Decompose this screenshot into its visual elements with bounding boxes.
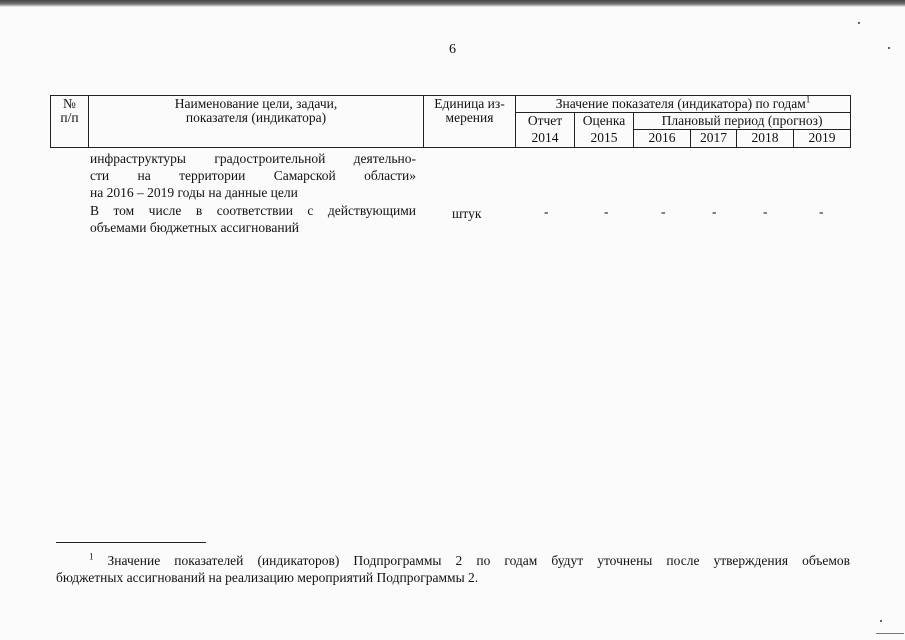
header-name-line2: показателя (индикатора): [185, 110, 327, 126]
value-2015: -: [604, 204, 609, 219]
scan-mark: [876, 633, 904, 634]
value-2017: -: [712, 204, 717, 219]
indicator-unit: штук: [452, 206, 482, 221]
header-planned-cell: [634, 113, 851, 130]
header-year-2019: 2019: [794, 130, 851, 147]
scan-speck: [880, 620, 882, 622]
header-year-2014: 2014: [516, 130, 575, 147]
header-estimate: Оценка: [582, 113, 626, 129]
item-line-2: объемами бюджетных ассигнований: [90, 220, 300, 235]
scan-speck: [858, 22, 860, 24]
header-unit-line1: Единица из-: [434, 96, 505, 111]
header-name-line1: Наименование цели, задачи,: [174, 96, 338, 111]
header-values-title-cell: [516, 96, 851, 113]
footnote-marker: 1: [89, 551, 94, 562]
footnote-line-2: бюджетных ассигнований на реализацию мероприятий Подпрограммы 2.: [56, 570, 479, 585]
header-number-sub: п/п: [60, 110, 79, 126]
header-number-cell: [51, 96, 89, 148]
header-name-cell: [89, 96, 424, 148]
header-year-2016: 2016: [634, 130, 691, 147]
header-report-cell: [516, 113, 575, 130]
item-line-1: В том числе в соответствии с действующими: [90, 203, 416, 218]
header-unit-cell: [424, 96, 516, 148]
header-year-2018: 2018: [737, 130, 794, 147]
footnote: [56, 552, 850, 586]
header-report: Отчет: [527, 113, 563, 129]
footnote-line-1: [56, 552, 850, 569]
scan-speck: [888, 47, 890, 49]
scan-top-edge: [0, 0, 905, 7]
indicator-table-header: [50, 95, 851, 148]
header-unit-line2: мерения: [445, 110, 494, 126]
header-planned: Плановый период (прогноз): [661, 113, 823, 129]
continued-line-3: на 2016 – 2019 годы на данные цели: [90, 185, 298, 200]
indicator-item-text: [90, 202, 416, 236]
value-2014: -: [544, 204, 549, 219]
value-2019: -: [819, 204, 824, 219]
header-year-2017: 2017: [691, 130, 737, 147]
header-estimate-cell: [575, 113, 634, 130]
continued-line-2: сти на территории Самарской области»: [90, 168, 416, 183]
value-2016: -: [661, 204, 666, 219]
footnote-separator: [56, 542, 206, 543]
header-values-footnote-marker: 1: [805, 95, 811, 105]
value-2018: -: [763, 204, 768, 219]
footnote-line-1-text: Значение показателей (индикаторов) Подпрограммы 2 по годам будут уточнены после утверждения объемов: [107, 553, 850, 568]
header-year-2015: 2015: [575, 130, 634, 147]
page-number: 6: [449, 42, 456, 57]
header-number: №: [63, 96, 76, 111]
continued-line-1: инфраструктуры градостроительной деятельно-: [90, 151, 416, 166]
continued-name-text: [90, 150, 416, 201]
header-values-title: Значение показателя (индикатора) по годам: [555, 96, 806, 111]
